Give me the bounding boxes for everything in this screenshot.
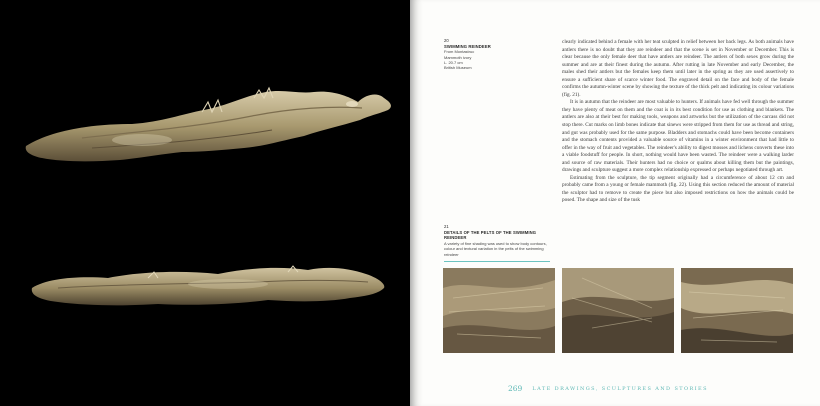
body-text	[562, 39, 794, 205]
caption-description: A variety of fine shading was used to show body contours, colour and textural variation in the pelts of the swimming reindeer	[444, 240, 547, 257]
body-paragraph: It is in autumn that the reindeer are most valuable to hunters. If animals have fed well through the summer they have plenty of meat on them and the coat is in its best condition for use as clothing and blankets. The antlers are also at their best for making tools, weapons and artworks but the utilization of the carcass did not stop there. Cut marks on limb bones indicate that sinews were stripped from them for use as thread and string, and gut was probably used for the same purpose. Bladders and stomachs could have been become containers and the stomach contents provided a valuable source of vitamins in a winter environment that had little to offer in the way of fruit and vegetables. The reindeer's ability to digest mosses and lichens converts these into a viable foodstuff for people. In short, nothing would have been wasted. The reindeer were a walking larder and source of raw materials. Their hunters had no choice or qualms about killing them but the paintings, drawings and sculpture suggest a more complex relationship expressed or perhaps negotiated through art.	[562, 99, 794, 174]
caption-meta-material: Mammoth ivory	[444, 54, 472, 60]
body-paragraph: Estimating from the sculpture, the tip segment originally had a circumference of about 12 cm and probably came from a young or female mammoth (fig. 22). Using this section reduced the amount of material the sculptor had to remove to create the piece but also imposed restrictions on how the animals could be posed. The shape and size of the tusk	[562, 174, 794, 204]
detail-photo-1	[443, 268, 555, 353]
caption-meta-collection: British Museum	[444, 65, 472, 71]
caption-number: 21	[444, 224, 449, 229]
detail-photo-2	[562, 268, 674, 353]
caption-figure-21	[444, 224, 550, 262]
caption-meta-length: L. 20.7 cm	[444, 60, 463, 65]
right-page	[410, 0, 820, 406]
page-number: 269	[508, 384, 523, 393]
caption-title: SWIMMING REINDEER	[444, 43, 491, 49]
page-footer	[508, 378, 708, 393]
caption-number: 20	[444, 38, 449, 43]
caption-title: DETAILS OF THE PELTS OF THE SWIMMING REINDEER	[444, 229, 537, 241]
caption-meta-origin: From Montastruc	[444, 49, 475, 55]
sculpture-photo-top	[22, 80, 404, 170]
body-paragraph: clearly indicated behind a female with her teat sculpted in relief between her back legs. As both animals have antlers there is no doubt that they are reindeer and that the scene is set in November or December. This is clear because the only female deer that have antlers are reindeer. The antlers of both sexes grow during the summer and are at their finest during the autumn. After rutting in late November and early December, the males shed their antlers but the females keep them until later in the spring as they are used assertively to ensure a sufficient share of scarce winter food. The engraved detail on the face and body of the female confirms the autumn-winter scene by showing the texture of the thick pelt and indicating its colour variations (fig. 21).	[562, 39, 794, 98]
caption-figure-20	[444, 38, 550, 71]
caption-divider	[444, 261, 550, 262]
running-title: LATE DRAWINGS, SCULPTURES AND STORIES	[532, 385, 708, 392]
detail-photo-3	[681, 268, 793, 353]
sculpture-photo-bottom	[28, 258, 390, 314]
